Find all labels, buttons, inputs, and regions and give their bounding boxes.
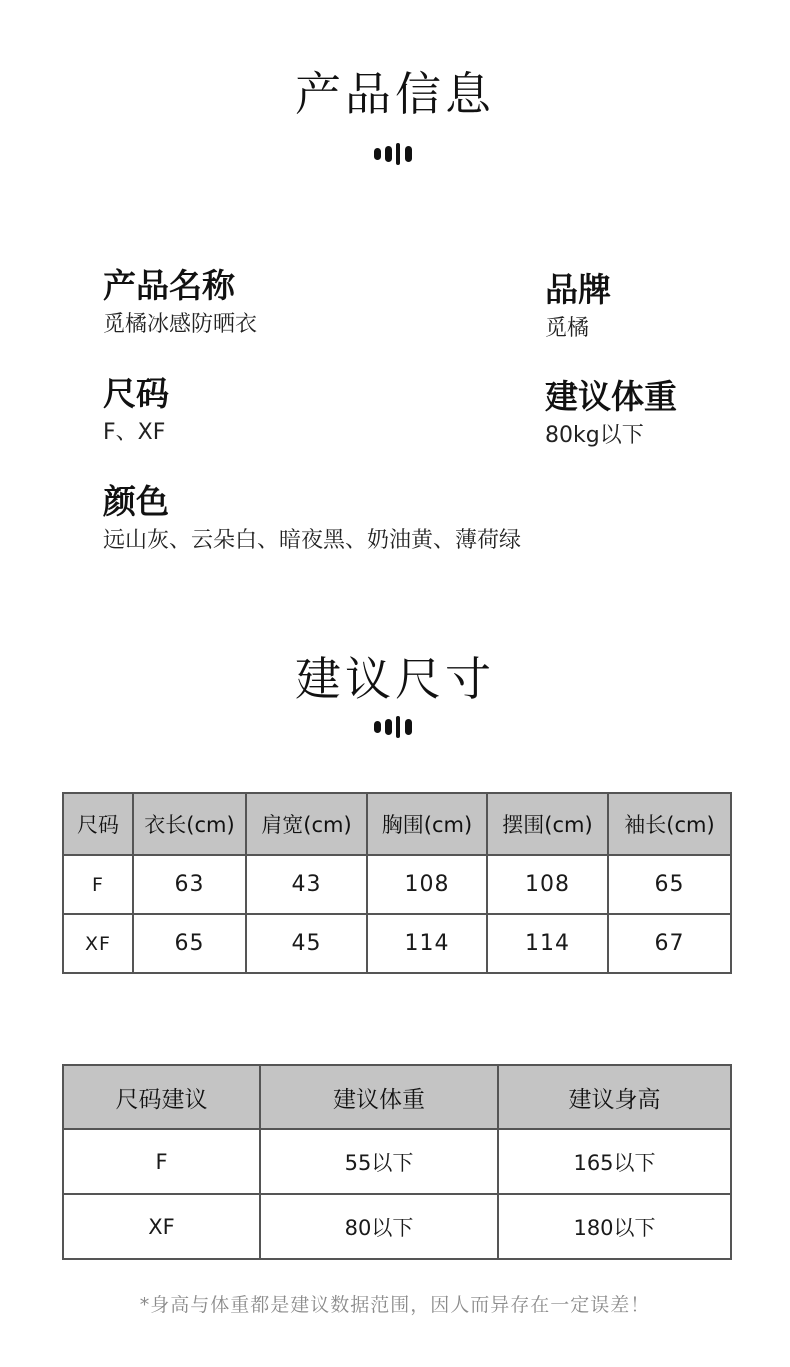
table-row: [63, 1194, 731, 1259]
header-cell: 建议体重: [260, 1065, 498, 1129]
product-name-field: [103, 266, 257, 340]
size-table: [62, 792, 732, 974]
table-cell: 63: [133, 855, 246, 914]
weight-label: 建议体重: [545, 377, 677, 416]
title-divider-ornament: [374, 716, 418, 736]
title-divider-ornament: [374, 143, 418, 163]
table-cell: XF: [63, 914, 133, 973]
table-cell: F: [63, 855, 133, 914]
table-row: [63, 855, 731, 914]
table-cell: 114: [367, 914, 487, 973]
color-label: 颜色: [103, 482, 169, 521]
table-cell: 108: [367, 855, 487, 914]
table-cell: F: [63, 1129, 260, 1194]
table-header-row: [63, 1065, 731, 1129]
brand-field: [545, 270, 611, 344]
header-cell: 尺码: [63, 793, 133, 855]
table-cell: 65: [133, 914, 246, 973]
size-label: 尺码: [103, 374, 169, 413]
table-cell: 108: [487, 855, 608, 914]
color-field: [103, 482, 521, 556]
header-cell: 肩宽(cm): [246, 793, 367, 855]
table-cell: 80以下: [260, 1194, 498, 1259]
product-name-value: 觅橘冰感防晒衣: [103, 312, 258, 337]
size-recommendation-table: [62, 1064, 732, 1260]
table-cell: 114: [487, 914, 608, 973]
brand-value: 觅橘: [545, 316, 590, 341]
size-field: [103, 374, 169, 448]
table-cell: 165以下: [498, 1129, 731, 1194]
table-header-row: [63, 793, 731, 855]
table-cell: XF: [63, 1194, 260, 1259]
header-cell: 袖长(cm): [608, 793, 731, 855]
size-section-title: 建议尺寸: [295, 652, 495, 706]
header-cell: 尺码建议: [63, 1065, 260, 1129]
product-name-label: 产品名称: [103, 266, 235, 305]
table-row: [63, 1129, 731, 1194]
size-value: F、XF: [103, 420, 166, 445]
color-value: 远山灰、云朵白、暗夜黑、奶油黄、薄荷绿: [103, 528, 522, 553]
header-cell: 衣长(cm): [133, 793, 246, 855]
table-cell: 65: [608, 855, 731, 914]
footnote: *身高与体重都是建议数据范围，因人而异存在一定误差！: [139, 1294, 651, 1316]
weight-field: [545, 377, 677, 451]
product-info-title: 产品信息: [295, 67, 495, 121]
table-cell: 55以下: [260, 1129, 498, 1194]
table-cell: 45: [246, 914, 367, 973]
table-cell: 67: [608, 914, 731, 973]
table-cell: 43: [246, 855, 367, 914]
header-cell: 胸围(cm): [367, 793, 487, 855]
header-cell: 建议身高: [498, 1065, 731, 1129]
header-cell: 摆围(cm): [487, 793, 608, 855]
table-cell: 180以下: [498, 1194, 731, 1259]
weight-value: 80kg以下: [545, 423, 644, 448]
table-row: [63, 914, 731, 973]
brand-label: 品牌: [545, 270, 611, 309]
